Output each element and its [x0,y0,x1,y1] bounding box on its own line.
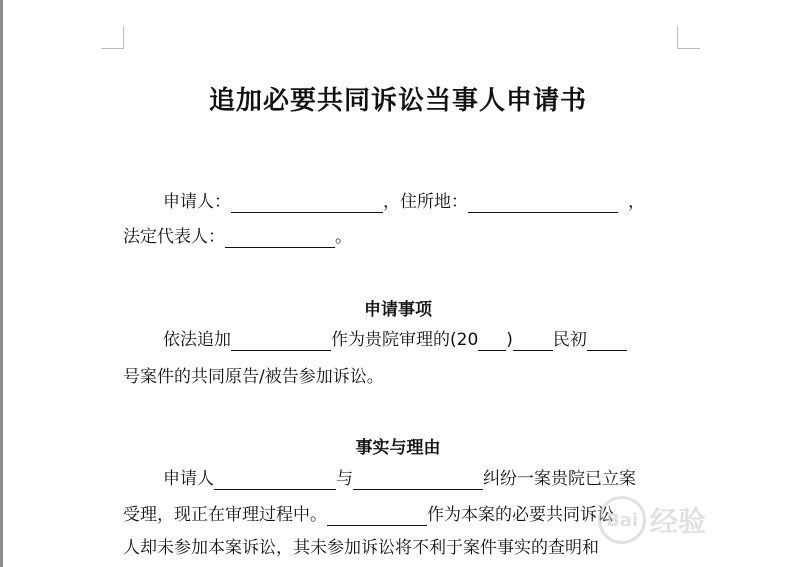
applicant-line-comma: ， [628,192,645,212]
applicant-blank[interactable] [231,194,383,213]
section-heading-facts: 事实与理由 [355,438,441,458]
facts-text-b: 与 [336,469,353,489]
address-label: ，住所地： [383,192,468,212]
legal-rep-end: 。 [335,227,352,247]
margin-corner-top-right [677,26,700,49]
applicant-label: 申请人： [163,192,231,212]
legal-rep-blank[interactable] [225,229,335,248]
watermark-text: 经验 [650,505,707,538]
facts-text-a: 申请人 [163,469,214,489]
case-number-blank[interactable] [587,332,627,351]
facts-line-1 [123,468,636,490]
applicant-name-blank[interactable] [214,471,336,490]
request-text-a: 依法追加 [163,330,231,350]
case-prefix-blank[interactable] [513,332,553,351]
request-text-b: 作为贵院审理的(20 [331,330,479,350]
margin-corner-top-left [101,26,124,49]
request-line-1 [123,329,627,351]
year-blank[interactable] [478,332,506,351]
facts-text-e: 作为本案的必要共同诉讼 [427,505,614,525]
request-text-c: ) [506,330,513,350]
document-title: 追加必要共同诉讼当事人申请书 [208,86,587,116]
facts-text-c: 纠纷一案贵院已立案 [483,469,636,489]
party-blank[interactable] [231,332,331,351]
request-line-2: 号案件的共同原告/被告参加诉讼。 [123,367,384,387]
section-heading-request: 申请事项 [364,300,432,320]
dispute-blank[interactable] [353,471,483,490]
request-text-d: 民初 [552,330,587,350]
facts-line-2 [123,504,614,526]
facts-line-3: 人却未参加本案诉讼，其未参加诉讼将不利于案件事实的查明和 [123,538,599,558]
legal-rep-label: 法定代表人： [123,227,225,247]
applicant-line [123,191,645,213]
legal-rep-line [123,226,352,248]
facts-text-d: 受理，现正在审理过程中。 [123,505,327,525]
necessary-party-blank[interactable] [327,507,427,526]
address-blank[interactable] [468,194,618,213]
watermark-logo-icon: Bai [598,496,646,544]
watermark [598,496,706,544]
